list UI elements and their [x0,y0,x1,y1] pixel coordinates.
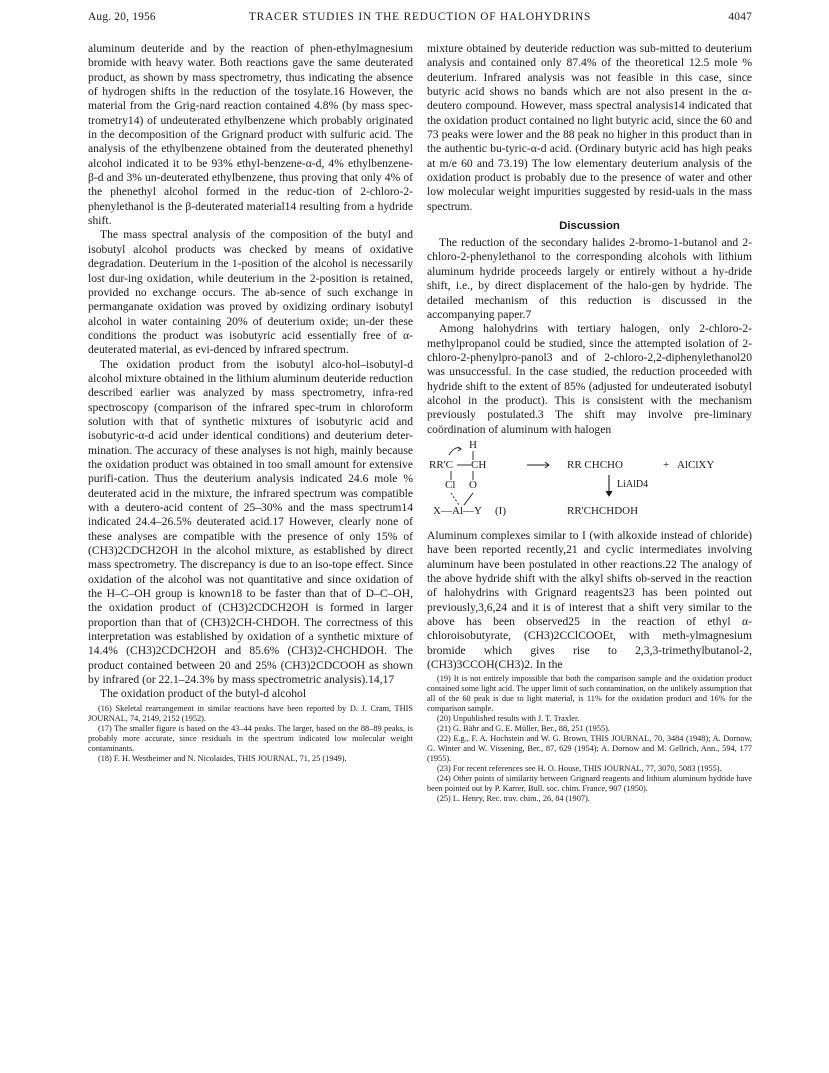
footnote-16: (16) Skeletal rearrangement in similar reactions have been reported by D. J. Cram, THIS JOURNAL, 74, 2149, 2152 (1952). [88,703,413,723]
paragraph: Among halohydrins with tertiary halogen, only 2-chloro-2-methylpropanol could be studied, since the attempted isolation of 2-chloro-2-phenylpro-panol3 and of 2-chloro-2,2-diphenylethanol20 was unsuccessful. In the case studied, the reduction proceeded with hydride shift to the extent of 85% (adjusted for undeuterated isobutyl alcohol in the product). This is consistent with the mechanism previously postulated.3 The shift may involve pre-liminary coördination of aluminum with halogen [427,322,752,436]
aldehyde-product: RR CHCHO [567,458,623,471]
chlorine-label: Cl [445,478,456,491]
page-number: 4047 [728,11,752,23]
section-heading: Discussion [559,220,620,233]
aluminum-label: X—Al—Y [433,504,482,517]
footnote-23: (23) For recent references see H. O. House, THIS JOURNAL, 77, 3070, 5083 (1955). [437,764,722,774]
footnote-19: (19) It is not entirely impossible that both the comparison sample and the oxidation product contained some light acid. The upper limit of such contamination, on the unlikely assumption that all of the 60 peak is due to light material, is 11% for the oxidation product and 16% for the comparison sample. [427,674,752,714]
carbon-label: RR'C [429,458,453,471]
paragraph: The oxidation product from the isobutyl alco-hol–isobutyl-d alcohol mixture obtained in the lithium aluminum deuteride reduction described earlier was analyzed by mass spectrometry, infra-red spectroscopy (comparison of the infrared spec-trum in chloroform solution with that of synthetic mixtures of isobutyric acid and isobutyric-α-d acid under identical conditions) and deuterium deter-mination. The accuracy of these analyses is not high, mainly because the oxidation product was obtained in too small amount for extensive purifi-cation. Thus the deuterium analysis indicated 24.6 mole % deuterated acid in the mixture, the infrared spectrum was compatible with a deutero-acid content of 25–30% and the mass spectrum14 indicated 24.4–26.5% deuterated acid.17 However, clearly none of these analyses are compatible with the presence of only 15% of (CH3)2CDCH2OH in the alcohol mixture, as established by direct mass spectrometry. The discrepancy is due to an iso-tope effect. Since oxidation of the alcohol was not quantitative and since oxidation of the H–C–OH group is known18 to be faster than that of D–C–OH, the oxidation product of (CH3)2CDCH2OH is formed in larger proportion than that of (CH3)2CH-CHDOH. The correctness of this interpretation was established by oxidation of a synthetic mixture of 14.4% (CH3)2CDCH2OH and 85.6% (CH3)2-CHCHDOH. The product contained between 20 and 25% (CH3)2CDCOOH as shown by infrared (or 22.1–24.3% by mass spectrometric analysis).14,17 [88,357,413,687]
aluminum-byproduct: AlClXY [677,458,715,471]
issue-date: Aug. 20, 1956 [88,11,156,23]
footnote-24: (24) Other points of similarity between Grignard reagents and lithium aluminum hydride have been pointed out by P. Karrer, Bull. soc. chim. France, 907 (1950). [427,774,752,794]
footnote-18: (18) F. H. Westheimer and N. Nicolaides, THIS JOURNAL, 71, 25 (1949). [98,753,347,763]
plus-sign: + [663,458,670,471]
paragraph: mixture obtained by deuteride reduction was sub-mitted to deuterium analysis and contained only 87.4% of the theoretical 12.5 mole % deuterium. Infrared analysis was not feasible in this case, since butyric acid shows no bands which are not also present in the α-deutero compound. However, mass spectral analysis14 indicated that the oxidation product contained no light butyric acid, since the 60 and 73 peaks were lower and the 88 peak no higher in this product than in the authentic bu-tyric-α-d acid. (Ordinary butyric acid has high peaks at m/e 60 and 73.19) The low elementary deuterium analysis of the oxidation product is probably due to the presence of water and other low molecular weight impurities suggested by resid-uals in the mass spectrum. [427,42,752,213]
running-title: TRACER STUDIES IN THE REDUCTION OF HALOHYDRINS [248,11,592,23]
hydrogen-label: H [469,438,477,451]
reaction-scheme [427,438,752,525]
running-header [88,11,752,29]
oxygen-label: O [469,478,477,491]
footnote-17: (17) The smaller figure is based on the 43–44 peaks. The larger, based on the 88–89 peaks, is probably more accurate, since residuals in the spectrum indicated low molecular weight contaminants. [88,723,413,753]
paragraph: The oxidation product of the butyl-d alcohol [100,687,307,701]
reagent-label: LiAlD4 [617,478,649,490]
right-column [427,42,752,804]
alcohol-product: RR'CHCHDOH [567,504,639,517]
ch-label: CH [471,458,487,471]
paragraph: The reduction of the secondary halides 2-bromo-1-butanol and 2-chloro-2-phenylethanol to the corresponding alcohols with lithium aluminum hydride proceeds largely or entirely without a hy-dride shift, i.e., by direct displacement of the halo-gen by hydride. The detailed mechanism of this reduction is discussed in the accompanying paper.7 [427,236,752,321]
footnote-25: (25) L. Henry, Rec. trav. chim., 26, 84 (1907). [437,794,590,804]
footnote-20: (20) Unpublished results with J. T. Traxler. [437,714,580,724]
footnote-21: (21) G. Bähr and G. E. Müller, Ber., 88, 251 (1955). [437,724,610,734]
paragraph: aluminum deuteride and by the reaction of phen-ethylmagnesium bromide with heavy water. Both reactions gave the same deuterated product, as shown by mass spectrometry, thus indicating the absence of hydrogen shifts in the reduction of the tosylate.16 However, the material from the Grig-nard reaction contained 4.8% (by mass spec-trometry14) of undeuterated ethylbenzene which probably originated in the decomposition of the Grignard product with sulfuric acid. The analysis of the ethylbenzene obtained from the deuterated phenethyl alcohol indicated it to be 93% ethyl-benzene-α-d, 4% ethylbenzene-β-d and 3% un-deuterated ethylbenzene, thus proving that only 4% of the phenethyl alcohol formed in the reduc-tion of 2-chloro-2-phenylethanol is the β-deuterated material14 resulting from a hydride shift. [88,42,413,228]
complex-number: (I) [495,504,506,517]
left-column [88,42,413,764]
paragraph: Aluminum complexes similar to I (with alkoxide instead of chloride) have been reported recently,21 and cyclic intermediates involving aluminum have been postulated in other reactions.22 The analogy of the above hydride shift with the alkyl shifts ob-served in the reaction of halohydrins with Grignard reagents23 has been pointed out previously,3,6,24 and it is of interest that a shift very similar to the above has been observed25 in the reaction of ethyl α-chloroisobutyrate, (CH3)2CClCOOEt, with meth-ylmagnesium bromide which gives rise to 2,3,3-trimethylbutanol-2, (CH3)3CCOH(CH3)2. In the [427,528,752,672]
paragraph: The mass spectral analysis of the composition of the butyl and isobutyl alcohol products was checked by means of oxidative degradation. Deuterium in the 1-position of the alcohol is necessarily lost dur-ing oxidation, while deuterium in the 2-position is retained, provided no exchange occurs. The ab-sence of such exchange in permanganate oxidation was proved by oxidizing ordinary isobutyl alcohol in water containing 20% of deuterium oxide; un-der these conditions the product was isobutyric acid essentially free of α-deuterated material, as evi-denced by infrared spectrum. [88,228,413,357]
footnote-22: (22) E.g., F. A. Hochstein and W. G. Brown, THIS JOURNAL, 70, 3484 (1948); A. Dornow, G. Winter and W. Vissening, Ber., 87, 629 (1954); A. Dornow and M. Gellrich, Ann., 594, 177 (1955). [427,734,752,764]
